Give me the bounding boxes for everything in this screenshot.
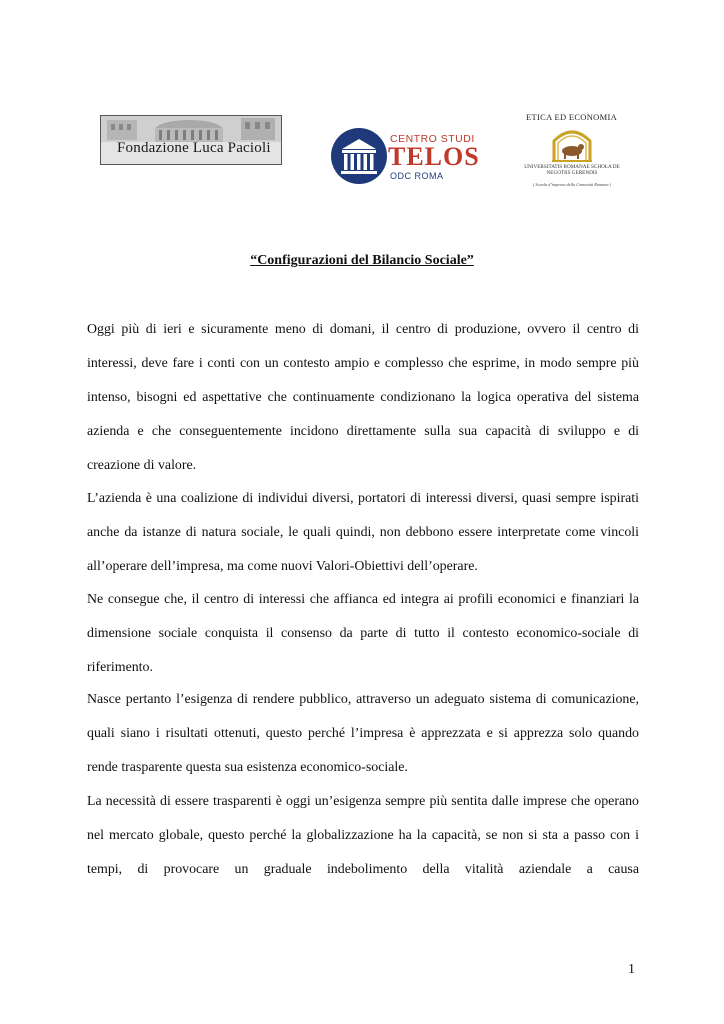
paragraph: L’azienda è una coalizione di individui diversi, portatori di interessi diversi, quasi sempre ispirati anche da istanze di natura sociale, le quali quindi, non debbono essere interpretate come vincoli all’operare dell’impresa, ma come nuovi Valori-Obiettivi dell’operare. [87,491,639,574]
etica-economia-logo [522,112,622,188]
document-title: “Configurazioni del Bilancio Sociale” [250,253,474,268]
telos-odc-roma: ODC ROMA [390,171,444,181]
etica-subtitle: ( Scuola d’impresa della Comunità Romana ) [532,182,612,187]
telos-centro-studi: CENTRO STUDI [390,133,475,145]
paragraph: Oggi più di ieri e sicuramente meno di domani, il centro di produzione, ovvero il centro di interessi, deve fare i conti con un contesto ampio e complesso che esprime, in modo sempre più intenso, bisogni ed aspettative che continuamente condizionano la logica operativa del sistema azienda e che conseguentemente incidono direttamente sulla sua capacità di sviluppo e di creazione di valore. [87,322,639,473]
temple-columns-icon [330,127,388,185]
she-wolf-arch-icon [548,123,596,163]
etica-header: ETICA ED ECONOMIA [526,112,618,122]
etica-school-name: UNIVERSITATIS ROMANAE SCHOLA DE NEGOTIIS GERENDIS [524,164,620,176]
page-number: 1 [628,962,635,977]
fondazione-pacioli-logo [100,115,282,165]
telos-logo [330,127,480,187]
paragraph: Ne consegue che, il centro di interessi che affianca ed integra ai profili economici e finanziari la dimensione sociale conquista il consenso da parte di tutto il contesto economico-sociale di riferimento. [87,592,639,675]
pacioli-logo-text: Fondazione Luca Pacioli [117,140,271,156]
paragraph: La necessità di essere trasparenti è oggi un’esigenza sempre più sentita dalle imprese che operano nel mercato globale, questo perché la globalizzazione ha la capacità, se non si sta a passo con i tempi, di provocare un graduale indebolimento della vitalità aziendale a causa [87,794,639,877]
telos-wordmark: TELOS [388,142,480,171]
paragraph: Nasce pertanto l’esigenza di rendere pubblico, attraverso un adeguato sistema di comunicazione, quali siano i risultati ottenuti, questo perché l’impresa è apprezzata e si apprezza solo quando rende trasparente questa sua esistenza economico-sociale. [87,692,639,775]
